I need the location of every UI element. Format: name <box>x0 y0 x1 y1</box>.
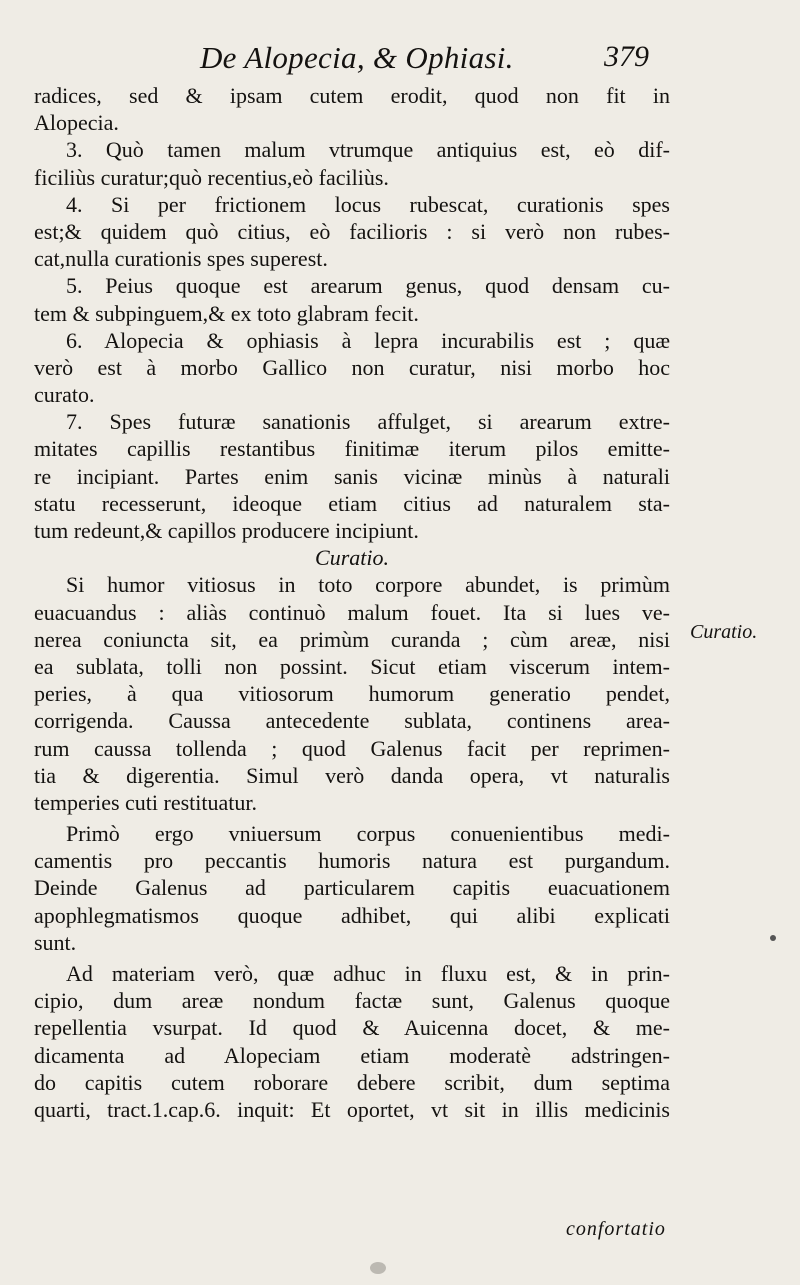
text-line: Deinde Galenus ad particularem capitis euacuationem <box>34 875 670 901</box>
ink-dot <box>770 935 776 941</box>
text-line: ficiliùs curatur;quò recentius,eò faciliùs. <box>34 164 389 190</box>
ink-smudge <box>370 1262 386 1274</box>
text-line: cat,nulla curationis spes superest. <box>34 246 328 272</box>
text-line: sunt. <box>34 929 77 955</box>
margin-note: Curatio. <box>690 621 758 643</box>
body-text <box>34 82 670 1123</box>
text-line: cipio, dum areæ nondum factæ sunt, Galenus quoque <box>34 988 670 1014</box>
text-line: corrigenda. Caussa antecedente sublata, continens area- <box>34 708 670 734</box>
text-line: est;& quidem quò citius, eò facilioris : si verò non rubes- <box>34 218 670 244</box>
text-line: temperies cuti restituatur. <box>34 789 257 815</box>
text-line: repellentia vsurpat. Id quod & Auicenna docet, & me- <box>34 1015 670 1041</box>
text-line: rum caussa tollenda ; quod Galenus facit per reprimen- <box>34 735 670 761</box>
text-line: 5. Peius quoque est arearum genus, quod densam cu- <box>66 273 670 299</box>
text-line: apophlegmatismos quoque adhibet, qui alibi explicati <box>34 902 670 928</box>
text-line: euacuandus : aliàs continuò malum fouet. Ita si lues ve- <box>34 599 670 625</box>
text-line: re incipiant. Partes enim sanis vicinæ minùs à naturali <box>34 463 670 489</box>
text-line: ea sublata, tolli non possint. Sicut etiam viscerum intem- <box>34 653 670 679</box>
page-header <box>0 38 800 78</box>
text-line: radices, sed & ipsam cutem erodit, quod non fit in <box>34 83 670 108</box>
text-line: camentis pro peccantis humoris natura est purgandum. <box>34 848 670 874</box>
text-line: mitates capillis restantibus finitimæ iterum pilos emitte- <box>34 436 670 462</box>
text-line: 7. Spes futuræ sanationis affulget, si arearum extre- <box>66 409 670 435</box>
page-number: 379 <box>604 40 649 73</box>
text-line: tum redeunt,& capillos producere incipiunt. <box>34 518 419 543</box>
text-line: tem & subpinguem,& ex toto glabram fecit. <box>34 300 419 326</box>
text-line: dicamenta ad Alopeciam etiam moderatè adstringen- <box>34 1042 670 1068</box>
text-line: tia & digerentia. Simul verò danda opera, vt naturalis <box>34 762 670 788</box>
text-line: Alopecia. <box>34 110 119 136</box>
text-line: 6. Alopecia & ophiasis à lepra incurabilis est ; quæ <box>66 327 670 353</box>
text-line: Si humor vitiosus in toto corpore abundet, is primùm <box>66 572 670 598</box>
running-title: De Alopecia, & Ophiasi. <box>200 40 514 75</box>
text-line: nerea coniuncta sit, ea primùm curanda ; cùm areæ, nisi <box>34 626 670 652</box>
text-line: do capitis cutem roborare debere scribit, dum septima <box>34 1069 670 1095</box>
catchword: confortatio <box>566 1218 666 1240</box>
text-line: curato. <box>34 382 95 408</box>
text-line: verò est à morbo Gallico non curatur, nisi morbo hoc <box>34 354 670 380</box>
text-line: quarti, tract.1.cap.6. inquit: Et oportet, vt sit in illis medicinis <box>34 1096 670 1122</box>
text-line: statu recesserunt, ideoque etiam citius ad naturalem sta- <box>34 490 670 516</box>
section-heading: Curatio. <box>315 545 389 571</box>
text-line: Primò ergo vniuersum corpus conuenientibus medi- <box>66 821 670 847</box>
text-line: peries, à qua vitiosorum humorum generatio pendet, <box>34 681 670 707</box>
text-line: 3. Quò tamen malum vtrumque antiquius est, eò dif- <box>66 137 670 163</box>
text-line: 4. Si per frictionem locus rubescat, curationis spes <box>66 191 670 217</box>
text-line: Ad materiam verò, quæ adhuc in fluxu est, & in prin- <box>66 961 670 986</box>
